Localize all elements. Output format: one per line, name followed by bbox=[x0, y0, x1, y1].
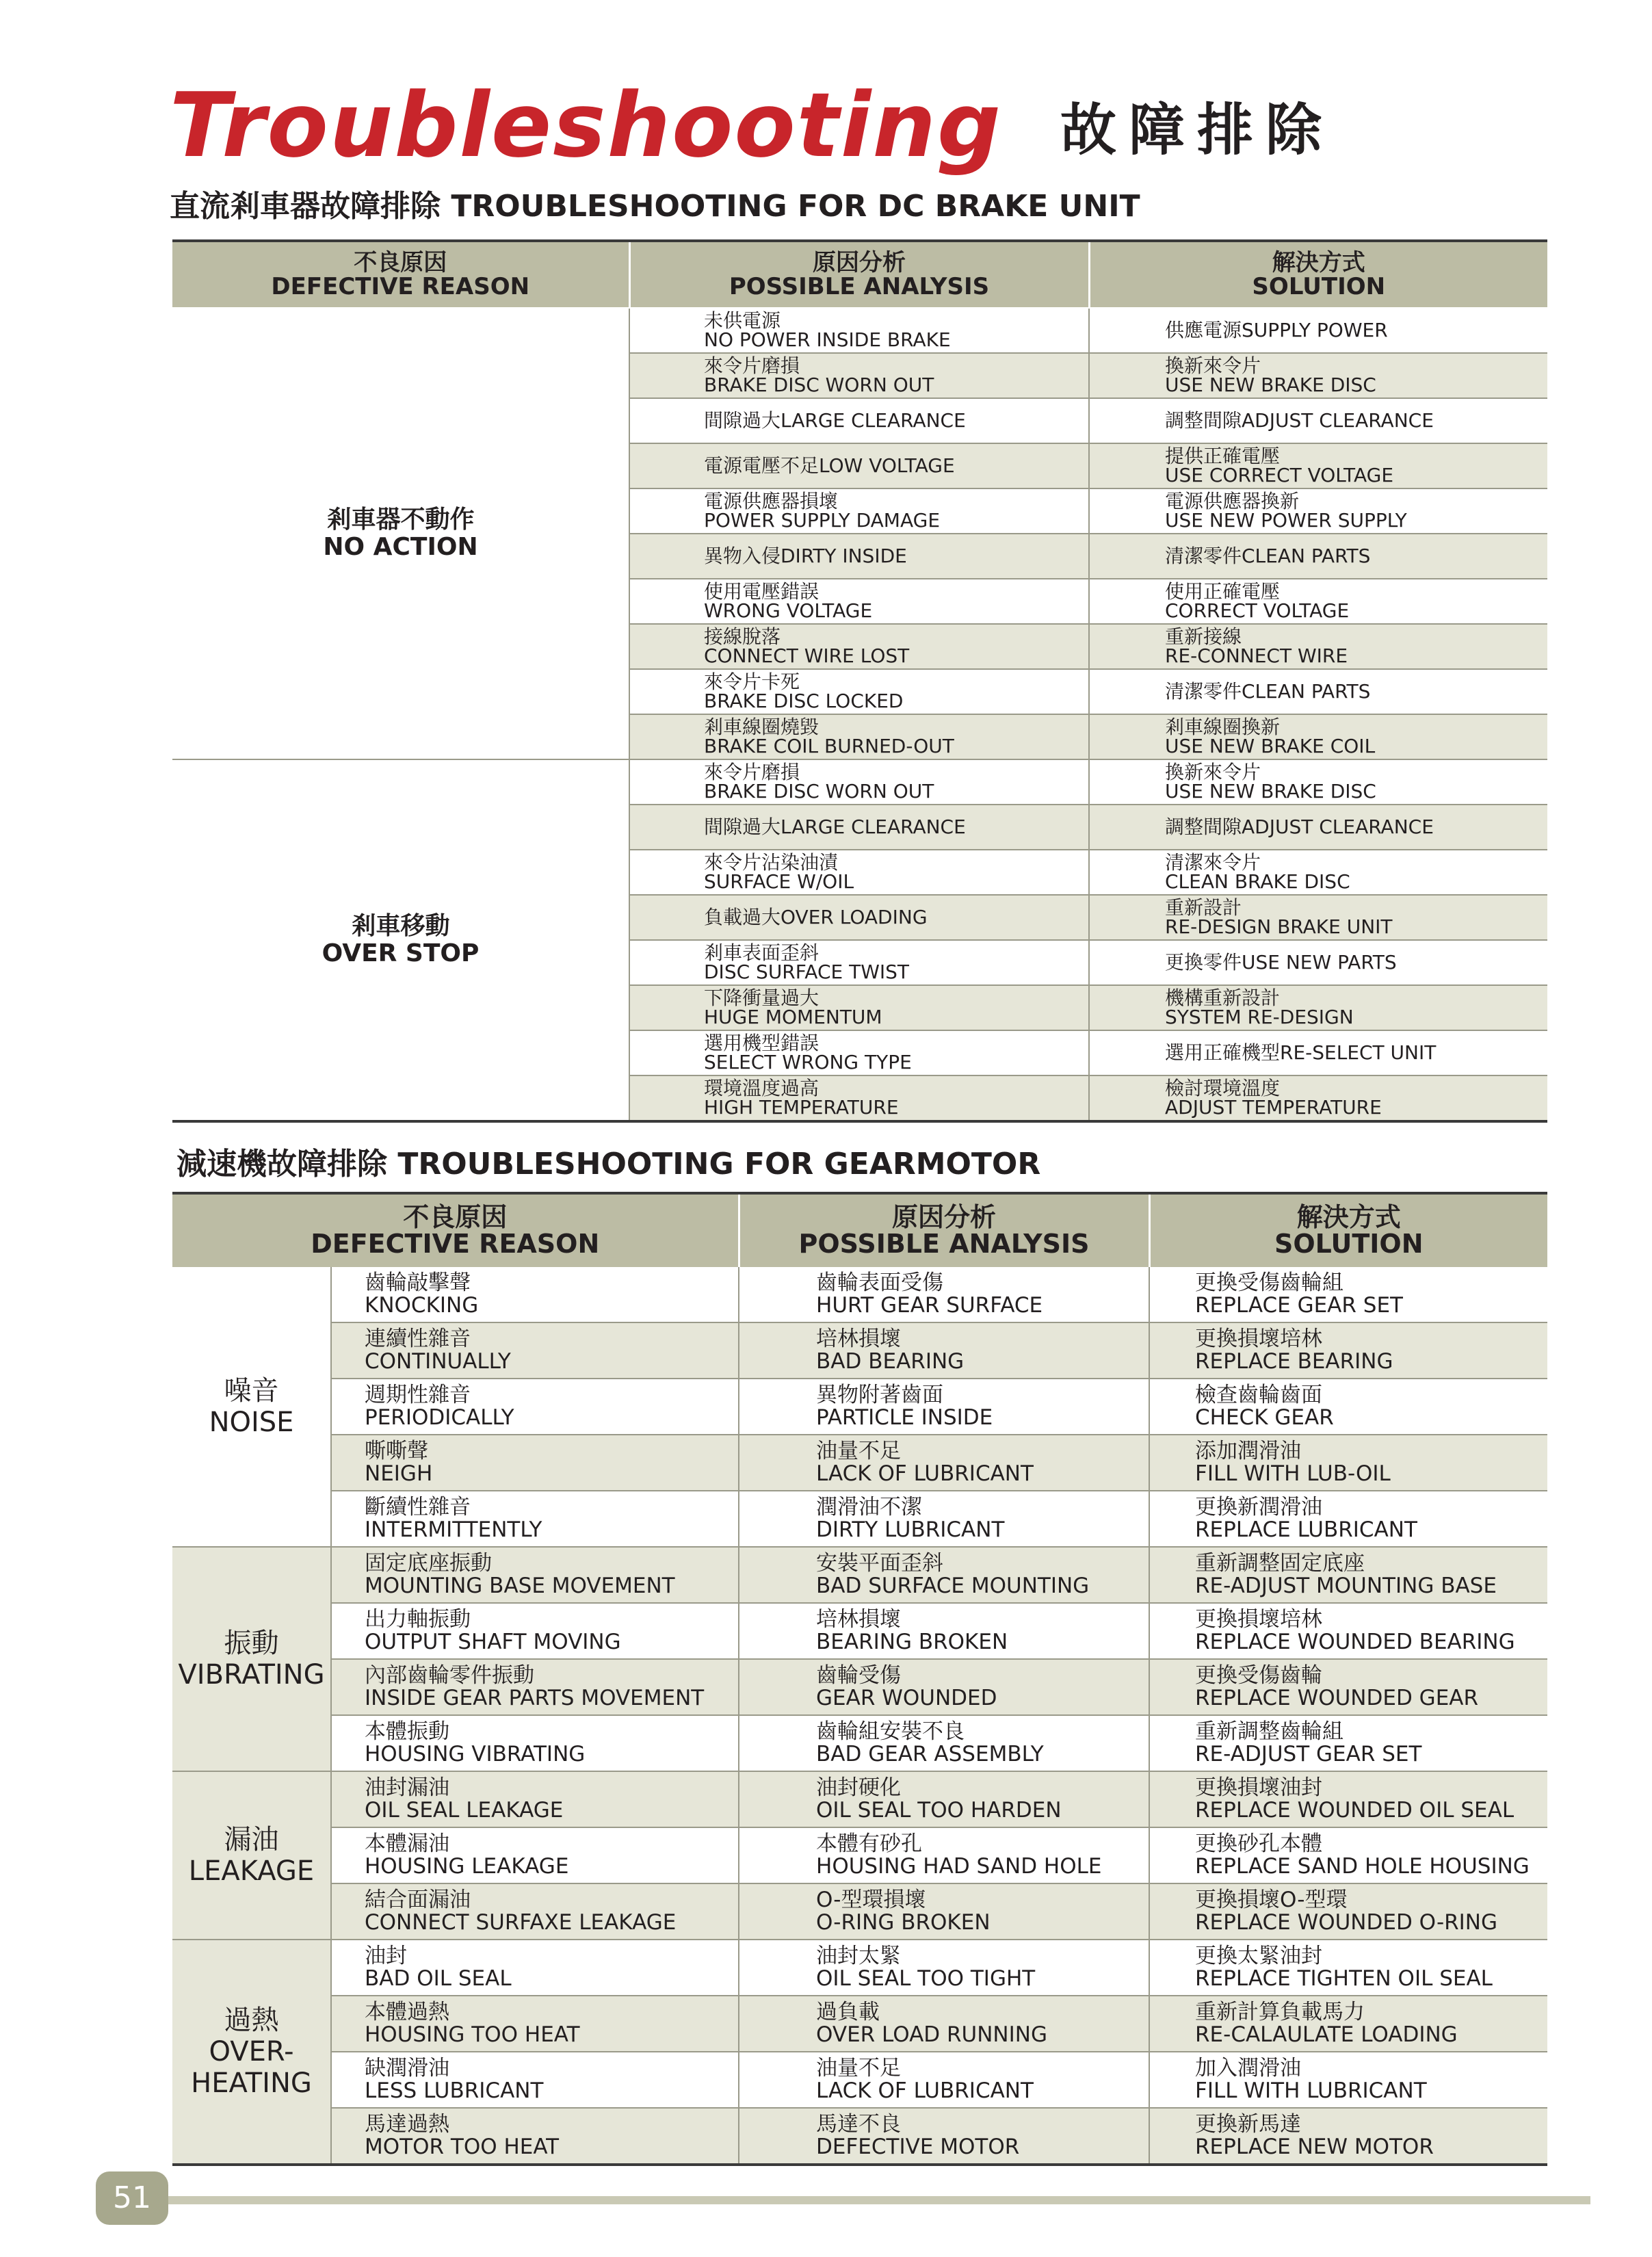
cell-line: 加入潤滑油 bbox=[1195, 2056, 1302, 2081]
cell-line: HOUSING VIBRATING bbox=[365, 1742, 586, 1766]
analysis-cell bbox=[739, 1940, 1149, 1996]
table-row bbox=[172, 1322, 1547, 1379]
cell-line: OIL SEAL TOO TIGHT bbox=[816, 1966, 1036, 1991]
analysis-cell bbox=[629, 534, 1089, 579]
cell-line: 更換新馬達 bbox=[1195, 2112, 1302, 2137]
solution-cell bbox=[1089, 353, 1547, 398]
solution-cell bbox=[1089, 579, 1547, 624]
defect-cell bbox=[331, 1267, 739, 1322]
cell-line: CONNECT SURFAXE LEAKAGE bbox=[365, 1910, 677, 1935]
gm-category-cell bbox=[172, 1267, 331, 1547]
cell-line: 清潔零件CLEAN PARTS bbox=[1165, 680, 1371, 703]
cell-line: GEAR WOUNDED bbox=[816, 1686, 997, 1710]
gm-header-defective-reason: 不良原因 DEFECTIVE REASON bbox=[172, 1193, 739, 1267]
cell-line: 負載過大OVER LOADING bbox=[704, 906, 928, 928]
cell-line: 週期性雜音 bbox=[365, 1383, 471, 1408]
cell-line: 油封漏油 bbox=[365, 1775, 449, 1801]
defect-cell bbox=[331, 1940, 739, 1996]
cell-line: 剎車表面歪斜 bbox=[704, 941, 820, 964]
reason-label-en: OVER STOP bbox=[322, 939, 480, 967]
solution-cell bbox=[1149, 1771, 1547, 1827]
cell-line: O-RING BROKEN bbox=[816, 1910, 991, 1935]
cell-line: 使用電壓錯誤 bbox=[704, 580, 820, 603]
cell-line: OVER LOAD RUNNING bbox=[816, 2022, 1047, 2047]
cell-line: INSIDE GEAR PARTS MOVEMENT bbox=[365, 1686, 705, 1710]
defect-cell bbox=[331, 1603, 739, 1659]
cell-line: REPLACE TIGHTEN OIL SEAL bbox=[1195, 1966, 1493, 1991]
solution-cell bbox=[1089, 850, 1547, 895]
analysis-cell bbox=[629, 1030, 1089, 1075]
solution-cell bbox=[1149, 1659, 1547, 1715]
analysis-cell bbox=[629, 624, 1089, 669]
analysis-cell bbox=[629, 353, 1089, 398]
page-title-chinese: 故障排除 bbox=[1060, 98, 1335, 163]
dc-defective-reason-cell bbox=[172, 308, 629, 759]
cell-line: 連續性雜音 bbox=[365, 1327, 471, 1352]
cell-line: HOUSING HAD SAND HOLE bbox=[816, 1854, 1102, 1879]
cell-line: BAD GEAR ASSEMBLY bbox=[816, 1742, 1044, 1766]
cell-line: 本體有砂孔 bbox=[816, 1831, 923, 1857]
cell-line: 來令片卡死 bbox=[704, 670, 800, 693]
cell-line: CONTINUALLY bbox=[365, 1349, 511, 1374]
analysis-cell bbox=[739, 1883, 1149, 1940]
cell-line: SURFACE W/OIL bbox=[704, 870, 854, 893]
table-row bbox=[172, 1491, 1547, 1547]
cell-line: MOUNTING BASE MOVEMENT bbox=[365, 1574, 675, 1598]
defect-cell bbox=[331, 1827, 739, 1883]
analysis-cell bbox=[739, 1322, 1149, 1379]
cell-line: 來令片沾染油漬 bbox=[704, 851, 839, 874]
cell-line: 調整間隙ADJUST CLEARANCE bbox=[1165, 409, 1434, 432]
solution-cell bbox=[1089, 985, 1547, 1030]
table-row bbox=[172, 1940, 1547, 1996]
cell-line: 未供電源 bbox=[704, 309, 781, 332]
solution-cell bbox=[1149, 1491, 1547, 1547]
cell-line: PARTICLE INSIDE bbox=[816, 1405, 993, 1430]
category-label-cn: 振動 bbox=[224, 1628, 279, 1659]
cell-line: 下降衝量過大 bbox=[704, 987, 820, 1009]
dc-brake-section-title: 直流剎車器故障排除 TROUBLESHOOTING FOR DC BRAKE UNIT bbox=[170, 189, 1140, 224]
solution-cell bbox=[1149, 1940, 1547, 1996]
cell-line: 安裝平面歪斜 bbox=[816, 1551, 944, 1576]
cell-line: REPLACE SAND HOLE HOUSING bbox=[1195, 1854, 1530, 1879]
cell-line: FILL WITH LUBRICANT bbox=[1195, 2078, 1427, 2103]
table-row bbox=[172, 1379, 1547, 1435]
solution-cell bbox=[1149, 1603, 1547, 1659]
cell-line: 本體漏油 bbox=[365, 1831, 449, 1857]
cell-line: 換新來令片 bbox=[1165, 761, 1261, 783]
cell-line: INTERMITTENTLY bbox=[365, 1517, 542, 1542]
analysis-cell bbox=[629, 669, 1089, 714]
defect-cell bbox=[331, 1883, 739, 1940]
cell-line: 更換損壞培林 bbox=[1195, 1327, 1323, 1352]
gearmotor-table bbox=[172, 1192, 1547, 2166]
table-row bbox=[172, 759, 1547, 805]
cell-line: 清潔來令片 bbox=[1165, 851, 1261, 874]
analysis-cell bbox=[629, 985, 1089, 1030]
cell-line: ADJUST TEMPERATURE bbox=[1165, 1096, 1382, 1119]
solution-cell bbox=[1149, 1715, 1547, 1771]
category-label-cn: 過熱 bbox=[224, 2005, 279, 2036]
page-title: Troubleshooting bbox=[170, 73, 1003, 177]
cell-line: 出力軸振動 bbox=[365, 1607, 471, 1632]
cell-line: USE NEW BRAKE DISC bbox=[1165, 374, 1376, 396]
cell-line: 使用正確電壓 bbox=[1165, 580, 1281, 603]
cell-line: 更換損壞油封 bbox=[1195, 1775, 1323, 1801]
defect-cell bbox=[331, 1659, 739, 1715]
cell-line: LESS LUBRICANT bbox=[365, 2078, 544, 2103]
cell-line: 清潔零件CLEAN PARTS bbox=[1165, 545, 1371, 567]
cell-line: 檢查齒輪齒面 bbox=[1195, 1383, 1323, 1408]
cell-line: CLEAN BRAKE DISC bbox=[1165, 870, 1350, 893]
cell-line: 更換新潤滑油 bbox=[1195, 1495, 1323, 1520]
cell-line: 齒輪表面受傷 bbox=[816, 1270, 944, 1296]
cell-line: NOISE bbox=[209, 1407, 294, 1438]
cell-line: REPLACE WOUNDED GEAR bbox=[1195, 1686, 1479, 1710]
cell-line: 來令片磨損 bbox=[704, 354, 800, 377]
cell-line: 接線脫落 bbox=[704, 625, 781, 648]
cell-line: USE NEW BRAKE DISC bbox=[1165, 780, 1376, 803]
cell-line: 檢討環境溫度 bbox=[1165, 1077, 1281, 1099]
analysis-cell bbox=[629, 488, 1089, 534]
cell-line: BRAKE DISC LOCKED bbox=[704, 690, 904, 712]
cell-line: 結合面漏油 bbox=[365, 1888, 471, 1913]
cell-line: 環境溫度過高 bbox=[704, 1077, 820, 1099]
solution-cell bbox=[1089, 895, 1547, 940]
cell-line: 更換零件USE NEW PARTS bbox=[1165, 951, 1397, 974]
cell-line: O-型環損壞 bbox=[816, 1888, 926, 1913]
cell-line: HIGH TEMPERATURE bbox=[704, 1096, 899, 1119]
solution-cell bbox=[1149, 1883, 1547, 1940]
table-row bbox=[172, 2052, 1547, 2108]
cell-line: 培林損壞 bbox=[816, 1327, 902, 1352]
cell-line: REPLACE WOUNDED OIL SEAL bbox=[1195, 1798, 1515, 1823]
cell-line: REPLACE WOUNDED O-RING bbox=[1195, 1910, 1498, 1935]
cell-line: BAD SURFACE MOUNTING bbox=[816, 1574, 1090, 1598]
cell-line: 異物附著齒面 bbox=[816, 1383, 944, 1408]
analysis-cell bbox=[739, 2052, 1149, 2108]
dc-header-possible-analysis: 原因分析 POSSIBLE ANALYSIS bbox=[629, 241, 1089, 308]
cell-line: 重新調整齒輪組 bbox=[1195, 1719, 1344, 1745]
cell-line: HURT GEAR SURFACE bbox=[816, 1293, 1043, 1318]
cell-line: 本體振動 bbox=[365, 1719, 449, 1745]
dc-header-solution: 解決方式 SOLUTION bbox=[1089, 241, 1547, 308]
cell-line: OVER- bbox=[209, 2036, 294, 2067]
cell-line: 供應電源SUPPLY POWER bbox=[1165, 319, 1388, 341]
analysis-cell bbox=[739, 1267, 1149, 1322]
cell-line: LEAKAGE bbox=[188, 1855, 315, 1887]
analysis-cell bbox=[629, 398, 1089, 443]
cell-line: MOTOR TOO HEAT bbox=[365, 2135, 560, 2159]
cell-line: WRONG VOLTAGE bbox=[704, 599, 873, 622]
analysis-cell bbox=[739, 1996, 1149, 2052]
analysis-cell bbox=[629, 1075, 1089, 1121]
cell-line: 油封 bbox=[365, 1944, 407, 1969]
cell-line: PERIODICALLY bbox=[365, 1405, 514, 1430]
table-row bbox=[172, 1771, 1547, 1827]
reason-label-en: NO ACTION bbox=[323, 533, 478, 561]
defect-cell bbox=[331, 1715, 739, 1771]
table-row bbox=[172, 1659, 1547, 1715]
cell-line: BRAKE DISC WORN OUT bbox=[704, 374, 934, 396]
cell-line: RE-ADJUST GEAR SET bbox=[1195, 1742, 1422, 1766]
cell-line: 添加潤滑油 bbox=[1195, 1439, 1302, 1464]
cell-line: CORRECT VOLTAGE bbox=[1165, 599, 1350, 622]
solution-cell bbox=[1089, 398, 1547, 443]
cell-line: FILL WITH LUB-OIL bbox=[1195, 1461, 1391, 1486]
cell-line: 過負載 bbox=[816, 2000, 880, 2025]
page-number-badge: 51 bbox=[96, 2171, 168, 2225]
gm-category-cell bbox=[172, 1940, 331, 2165]
cell-line: 更換受傷齒輪組 bbox=[1195, 1270, 1344, 1296]
defect-cell bbox=[331, 1491, 739, 1547]
cell-line: BRAKE COIL BURNED-OUT bbox=[704, 735, 954, 757]
table-row bbox=[172, 2108, 1547, 2165]
gearmotor-section-title: 減速機故障排除 TROUBLESHOOTING FOR GEARMOTOR bbox=[176, 1147, 1041, 1182]
analysis-cell bbox=[739, 1435, 1149, 1491]
table-row bbox=[172, 1435, 1547, 1491]
solution-cell bbox=[1089, 759, 1547, 805]
table-row bbox=[172, 1715, 1547, 1771]
cell-line: DEFECTIVE MOTOR bbox=[816, 2135, 1020, 2159]
cell-line: NEIGH bbox=[365, 1461, 433, 1486]
solution-cell bbox=[1149, 1547, 1547, 1603]
table-row bbox=[172, 1267, 1547, 1322]
analysis-cell bbox=[739, 1379, 1149, 1435]
cell-line: 油封太緊 bbox=[816, 1944, 902, 1969]
cell-line: RE-CALAULATE LOADING bbox=[1195, 2022, 1458, 2047]
dc-header-row bbox=[172, 241, 1547, 308]
analysis-cell bbox=[629, 850, 1089, 895]
analysis-cell bbox=[739, 1827, 1149, 1883]
cell-line: 固定底座振動 bbox=[365, 1551, 492, 1576]
category-label-cn: 漏油 bbox=[224, 1824, 279, 1855]
cell-line: 電源供應器換新 bbox=[1165, 490, 1300, 512]
cell-line: 齒輪組安裝不良 bbox=[816, 1719, 965, 1745]
defect-cell bbox=[331, 2108, 739, 2165]
cell-line: 馬達不良 bbox=[816, 2112, 902, 2137]
cell-line: 電源供應器損壞 bbox=[704, 490, 839, 512]
cell-line: 油封硬化 bbox=[816, 1775, 902, 1801]
cell-line: OIL SEAL LEAKAGE bbox=[365, 1798, 564, 1823]
analysis-cell bbox=[629, 940, 1089, 985]
cell-line: REPLACE WOUNDED BEARING bbox=[1195, 1630, 1515, 1654]
solution-cell bbox=[1149, 1322, 1547, 1379]
cell-line: OUTPUT SHAFT MOVING bbox=[365, 1630, 621, 1654]
defect-cell bbox=[331, 1322, 739, 1379]
cell-line: 更換損壞培林 bbox=[1195, 1607, 1323, 1632]
analysis-cell bbox=[629, 579, 1089, 624]
solution-cell bbox=[1149, 1827, 1547, 1883]
analysis-cell bbox=[739, 1771, 1149, 1827]
cell-line: 嘶嘶聲 bbox=[365, 1439, 428, 1464]
table-row bbox=[172, 1827, 1547, 1883]
cell-line: HOUSING TOO HEAT bbox=[365, 2022, 580, 2047]
table-row bbox=[172, 1547, 1547, 1603]
cell-line: HUGE MOMENTUM bbox=[704, 1006, 882, 1028]
cell-line: 間隙過大LARGE CLEARANCE bbox=[704, 816, 966, 838]
solution-cell bbox=[1149, 1996, 1547, 2052]
solution-cell bbox=[1089, 624, 1547, 669]
solution-cell bbox=[1089, 308, 1547, 353]
cell-line: BRAKE DISC WORN OUT bbox=[704, 780, 934, 803]
cell-line: USE NEW BRAKE COIL bbox=[1165, 735, 1376, 757]
cell-line: SYSTEM RE-DESIGN bbox=[1165, 1006, 1354, 1028]
dc-brake-table bbox=[172, 239, 1547, 1123]
table-row bbox=[172, 1996, 1547, 2052]
defect-cell bbox=[331, 1771, 739, 1827]
cell-line: 提供正確電壓 bbox=[1165, 445, 1281, 467]
cell-line: 換新來令片 bbox=[1165, 354, 1261, 377]
cell-line: 來令片磨損 bbox=[704, 761, 800, 783]
footer-rule bbox=[109, 2196, 1590, 2204]
cell-line: CONNECT WIRE LOST bbox=[704, 644, 910, 667]
cell-line: 培林損壞 bbox=[816, 1607, 902, 1632]
analysis-cell bbox=[629, 805, 1089, 850]
cell-line: 油量不足 bbox=[816, 1439, 902, 1464]
cell-line: 重新計算負載馬力 bbox=[1195, 2000, 1365, 2025]
cell-line: REPLACE NEW MOTOR bbox=[1195, 2135, 1434, 2159]
analysis-cell bbox=[739, 1547, 1149, 1603]
cell-line: 電源電壓不足LOW VOLTAGE bbox=[704, 454, 955, 477]
cell-line: 選用正確機型RE-SELECT UNIT bbox=[1165, 1041, 1437, 1064]
gm-header-possible-analysis: 原因分析 POSSIBLE ANALYSIS bbox=[739, 1193, 1149, 1267]
cell-line: RE-DESIGN BRAKE UNIT bbox=[1165, 915, 1393, 938]
defect-cell bbox=[331, 1547, 739, 1603]
cell-line: OIL SEAL TOO HARDEN bbox=[816, 1798, 1062, 1823]
cell-line: CHECK GEAR bbox=[1195, 1405, 1334, 1430]
cell-line: LACK OF LUBRICANT bbox=[816, 1461, 1034, 1486]
cell-line: 油量不足 bbox=[816, 2056, 902, 2081]
cell-line: 更換砂孔本體 bbox=[1195, 1831, 1323, 1857]
cell-line: 選用機型錯誤 bbox=[704, 1032, 820, 1054]
cell-line: 潤滑油不潔 bbox=[816, 1495, 923, 1520]
analysis-cell bbox=[739, 1491, 1149, 1547]
cell-line: REPLACE LUBRICANT bbox=[1195, 1517, 1417, 1542]
solution-cell bbox=[1149, 2052, 1547, 2108]
cell-line: 重新調整固定底座 bbox=[1195, 1551, 1365, 1576]
cell-line: 更換受傷齒輪 bbox=[1195, 1663, 1323, 1688]
solution-cell bbox=[1089, 669, 1547, 714]
defect-cell bbox=[331, 2052, 739, 2108]
analysis-cell bbox=[629, 759, 1089, 805]
solution-cell bbox=[1089, 805, 1547, 850]
solution-cell bbox=[1089, 534, 1547, 579]
cell-line: RE-CONNECT WIRE bbox=[1165, 644, 1348, 667]
cell-line: 調整間隙ADJUST CLEARANCE bbox=[1165, 816, 1434, 838]
cell-line: NO POWER INSIDE BRAKE bbox=[704, 328, 951, 351]
cell-line: 剎車線圈燒毀 bbox=[704, 716, 820, 738]
solution-cell bbox=[1089, 714, 1547, 759]
defect-cell bbox=[331, 1379, 739, 1435]
cell-line: 馬達過熱 bbox=[365, 2112, 449, 2137]
dc-header-defective-reason: 不良原因 DEFECTIVE REASON bbox=[172, 241, 629, 308]
solution-cell bbox=[1089, 940, 1547, 985]
defect-cell bbox=[331, 1435, 739, 1491]
cell-line: BAD BEARING bbox=[816, 1349, 965, 1374]
analysis-cell bbox=[629, 308, 1089, 353]
cell-line: HEATING bbox=[191, 2067, 312, 2099]
cell-line: 本體過熱 bbox=[365, 2000, 449, 2025]
cell-line: VIBRATING bbox=[178, 1659, 325, 1691]
cell-line: 剎車線圈換新 bbox=[1165, 716, 1281, 738]
cell-line: 更換損壞O-型環 bbox=[1195, 1888, 1348, 1913]
cell-line: REPLACE BEARING bbox=[1195, 1349, 1393, 1374]
solution-cell bbox=[1149, 1379, 1547, 1435]
cell-line: 更換太緊油封 bbox=[1195, 1944, 1323, 1969]
cell-line: 機構重新設計 bbox=[1165, 987, 1281, 1009]
table-row bbox=[172, 308, 1547, 353]
cell-line: 齒輪敲擊聲 bbox=[365, 1270, 471, 1296]
cell-line: BEARING BROKEN bbox=[816, 1630, 1008, 1654]
solution-cell bbox=[1089, 1030, 1547, 1075]
table-row bbox=[172, 1883, 1547, 1940]
solution-cell bbox=[1089, 1075, 1547, 1121]
cell-line: 異物入侵DIRTY INSIDE bbox=[704, 545, 907, 567]
cell-line: USE CORRECT VOLTAGE bbox=[1165, 464, 1394, 486]
analysis-cell bbox=[739, 1715, 1149, 1771]
cell-line: 缺潤滑油 bbox=[365, 2056, 449, 2081]
solution-cell bbox=[1149, 2108, 1547, 2165]
cell-line: 齒輪受傷 bbox=[816, 1663, 902, 1688]
cell-line: POWER SUPPLY DAMAGE bbox=[704, 509, 941, 532]
cell-line: LACK OF LUBRICANT bbox=[816, 2078, 1034, 2103]
cell-line: 間隙過大LARGE CLEARANCE bbox=[704, 409, 966, 432]
cell-line: DIRTY LUBRICANT bbox=[816, 1517, 1005, 1542]
solution-cell bbox=[1089, 488, 1547, 534]
cell-line: 重新接線 bbox=[1165, 625, 1242, 648]
cell-line: BAD OIL SEAL bbox=[365, 1966, 512, 1991]
solution-cell bbox=[1149, 1267, 1547, 1322]
gm-header-row bbox=[172, 1193, 1547, 1267]
solution-cell bbox=[1089, 443, 1547, 488]
analysis-cell bbox=[629, 714, 1089, 759]
reason-label-cn: 剎車器不動作 bbox=[326, 506, 475, 534]
cell-line: 重新設計 bbox=[1165, 896, 1242, 919]
cell-line: SELECT WRONG TYPE bbox=[704, 1051, 912, 1073]
reason-label-cn: 剎車移動 bbox=[351, 912, 450, 941]
gm-category-cell bbox=[172, 1547, 331, 1771]
cell-line: 內部齒輪零件振動 bbox=[365, 1663, 534, 1688]
analysis-cell bbox=[739, 1603, 1149, 1659]
cell-line: USE NEW POWER SUPPLY bbox=[1165, 509, 1407, 532]
dc-defective-reason-cell bbox=[172, 759, 629, 1121]
gm-category-cell bbox=[172, 1771, 331, 1940]
table-row bbox=[172, 1603, 1547, 1659]
analysis-cell bbox=[739, 2108, 1149, 2165]
analysis-cell bbox=[739, 1659, 1149, 1715]
analysis-cell bbox=[629, 443, 1089, 488]
gm-header-solution: 解決方式 SOLUTION bbox=[1149, 1193, 1547, 1267]
analysis-cell bbox=[629, 895, 1089, 940]
defect-cell bbox=[331, 1996, 739, 2052]
cell-line: KNOCKING bbox=[365, 1293, 479, 1318]
cell-line: HOUSING LEAKAGE bbox=[365, 1854, 569, 1879]
category-label-cn: 噪音 bbox=[224, 1375, 279, 1407]
cell-line: 斷續性雜音 bbox=[365, 1495, 471, 1520]
cell-line: REPLACE GEAR SET bbox=[1195, 1293, 1403, 1318]
cell-line: DISC SURFACE TWIST bbox=[704, 961, 910, 983]
solution-cell bbox=[1149, 1435, 1547, 1491]
cell-line: RE-ADJUST MOUNTING BASE bbox=[1195, 1574, 1497, 1598]
